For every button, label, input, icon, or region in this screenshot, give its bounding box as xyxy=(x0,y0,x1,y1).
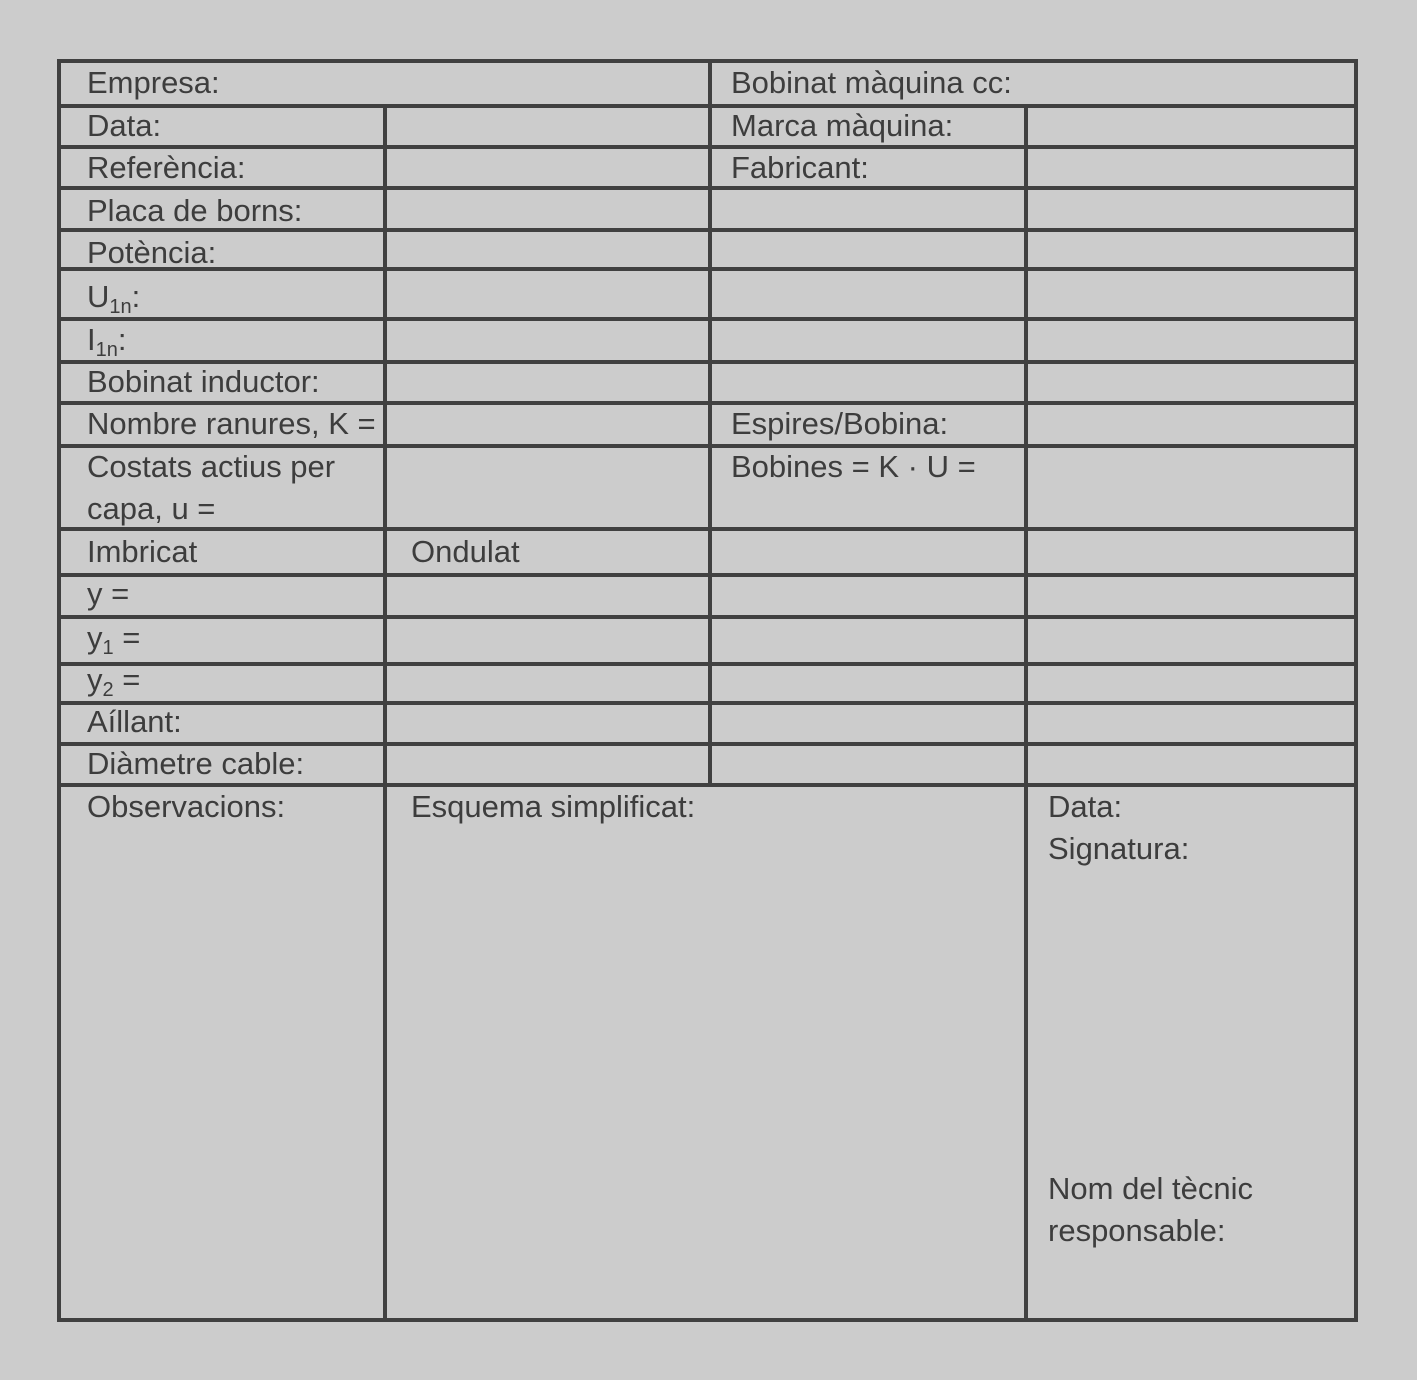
turns-per-coil-field[interactable] xyxy=(1028,405,1354,444)
coils-label: Bobines = K · U = xyxy=(731,449,976,484)
technician-label-line2: responsable: xyxy=(1048,1213,1226,1248)
technician-label-line1: Nom del tècnic xyxy=(1048,1171,1254,1206)
wave-winding-label: Ondulat xyxy=(411,534,520,569)
observations-area[interactable] xyxy=(61,830,383,1318)
pitch-y-label: y = xyxy=(87,576,130,611)
rated-current-label: $I_{1n}$: xyxy=(87,322,127,361)
lap-winding-label: Imbricat xyxy=(87,534,198,569)
simplified-scheme-label: Esquema simplificat: xyxy=(411,789,696,824)
observations-label: Observacions: xyxy=(87,789,286,824)
terminal-board-label: Placa de borns: xyxy=(87,193,303,228)
cable-diameter-label: Diàmetre cable: xyxy=(87,746,305,781)
border-right xyxy=(1354,59,1358,1322)
rated-voltage-label: $U_{1n}$: xyxy=(87,279,141,318)
turns-per-coil-label: Espires/Bobina: xyxy=(731,406,949,441)
signature-label: Signatura: xyxy=(1048,831,1190,866)
pitch-y1-label: $y_1$ = xyxy=(87,620,141,659)
footer-date-label: Data: xyxy=(1048,789,1123,824)
power-label: Potència: xyxy=(87,235,217,270)
active-sides-label-line1: Costats actius per xyxy=(87,449,336,484)
slots-label: Nombre ranures, K = xyxy=(87,406,376,441)
machine-brand-field[interactable] xyxy=(1028,108,1354,145)
column-divider xyxy=(708,59,712,787)
insulation-label: Aíllant: xyxy=(87,704,182,739)
inductor-winding-label: Bobinat inductor: xyxy=(87,364,320,399)
machine-brand-label: Marca màquina: xyxy=(731,108,954,143)
border-bottom xyxy=(57,1318,1358,1322)
pitch-y2-label: $y_2$ = xyxy=(87,662,141,701)
manufacturer-field[interactable] xyxy=(1028,149,1354,186)
active-sides-label-line2: capa, u = xyxy=(87,491,216,526)
manufacturer-label: Fabricant: xyxy=(731,150,869,185)
date-label: Data: xyxy=(87,108,162,143)
reference-field[interactable] xyxy=(387,149,708,186)
slots-field[interactable] xyxy=(387,405,708,444)
reference-label: Referència: xyxy=(87,150,246,185)
company-label: Empresa: xyxy=(87,65,220,100)
winding-title-label: Bobinat màquina cc: xyxy=(731,65,1012,100)
signature-area[interactable] xyxy=(1028,872,1354,1162)
simplified-scheme-area[interactable] xyxy=(387,830,1024,1318)
coils-field[interactable] xyxy=(1028,448,1354,527)
date-field[interactable] xyxy=(387,108,708,145)
